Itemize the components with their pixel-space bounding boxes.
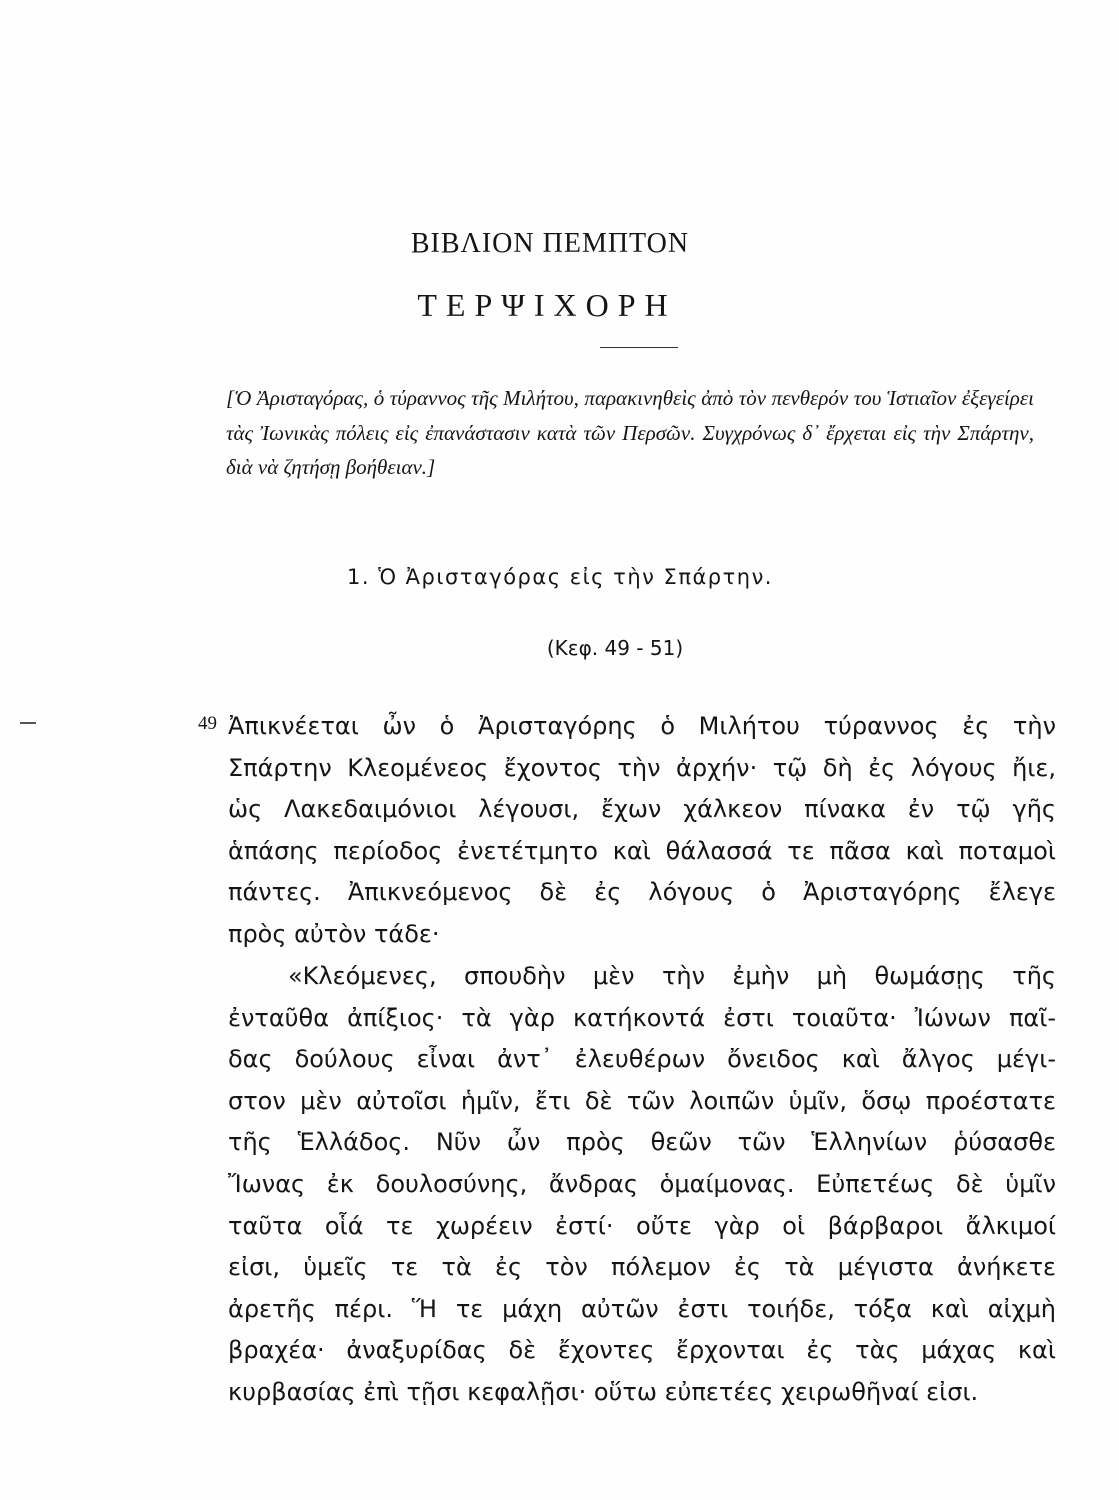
paragraph-narrative [228,706,1056,956]
book-title: ΒΙΒΛΙΟΝ ΠΕΜΠΤΟΝ [410,228,690,259]
text-line: ὡς Λακεδαιμόνιοι λέγουσι, ἔχων χάλκεον πίνακα ἐν τῷ γῆς [228,795,1056,824]
text-line: κυρβασίας ἐπὶ τῇσι κεφαλῇσι· οὕτω εὐπετέες χειρωθῆναί εἰσι. [228,1377,979,1406]
paragraph-number: 49 [198,713,217,734]
text-line: βραχέα· ἀναξυρίδας δὲ ἔχοντες ἔρχονται ἐς τὰς μάχας καὶ [228,1336,1056,1365]
text-line: Ἴωνας ἐκ δουλοσύνης, ἄνδρας ὁμαίμονας. Εὐπετέως δὲ ὑμῖν [228,1169,1056,1198]
show-through-text [210,64,1080,89]
text-line: πρὸς αὐτὸν τάδε· [228,919,440,948]
text-line: Ἀπικνέεται ὦν ὁ Ἀρισταγόρης ὁ Μιλήτου τύραννος ἐς τὴν [228,712,1056,740]
margin-mark [20,722,36,724]
text-line: ἁπάσης περίοδος ἐνετέτμητο καὶ θάλασσά τε πᾶσα καὶ ποταμοὶ [228,836,1056,865]
chapter-summary: [Ὁ Ἀρισταγόρας, ὁ τύραννος τῆς Μιλήτου, παρακινηθεὶς ἀπὸ τὸν πενθερόν του Ἱστιαῖον ἐξεγείρει τὰς Ἰωνικὰς πόλεις εἰς ἐπανάστασιν κατὰ τῶν Περσῶν. Συγχρόνως δ᾽ ἔρχεται εἰς τὴν Σπάρτην, διὰ νὰ ζητήσῃ βοήθειαν.] [226,386,1034,479]
text-line: δας δούλους εἶναι ἀντ᾽ ἐλευθέρων ὄνειδος καὶ ἄλγος μέγι- [228,1045,1056,1074]
book-subtitle: ΤΕΡΨΙΧΟΡΗ [417,287,677,323]
text-line: Σπάρτην Κλεομένεος ἔχοντος τὴν ἀρχήν· τῷ δὴ ἐς λόγους ἤιε, [228,753,1056,782]
chapter-reference: (Κεφ. 49 - 51) [546,636,684,660]
text-line: πάντες. Ἀπικνεόμενος δὲ ἐς λόγους ὁ Ἀρισταγόρης ἔλεγε [228,878,1056,907]
text-line: τῆς Ἑλλάδος. Νῦν ὦν πρὸς θεῶν τῶν Ἑλληνίων ῥύσασθε [228,1128,1056,1157]
title-divider [600,347,678,348]
section-heading: 1. Ὁ Ἀρισταγόρας εἰς τὴν Σπάρτην. [346,565,773,589]
text-line: στον μὲν αὐτοῖσι ἡμῖν, ἔτι δὲ τῶν λοιπῶν ὑμῖν, ὅσῳ προέστατε [228,1086,1056,1115]
text-line: ἐνταῦθα ἀπίξιος· τὰ γὰρ κατήκοντά ἐστι τοιαῦτα· Ἰώνων παῖ- [228,1003,1056,1032]
text-line: ἀρετῆς πέρι. Ἥ τε μάχη αὐτῶν ἐστι τοιήδε, τόξα καὶ αἰχμὴ [228,1294,1056,1323]
text-line: ταῦτα οἷά τε χωρέειν ἐστί· οὔτε γὰρ οἱ βάρβαροι ἄλκιμοί [228,1211,1056,1240]
paragraph-speech [228,956,1056,1414]
text-line: εἰσι, ὑμεῖς τε τὰ ἐς τὸν πόλεμον ἐς τὰ μέγιστα ἀνήκετε [228,1253,1056,1282]
text-line: «Κλεόμενες, σπουδὴν μὲν τὴν ἐμὴν μὴ θωμάσῃς τῆς [288,962,1056,990]
